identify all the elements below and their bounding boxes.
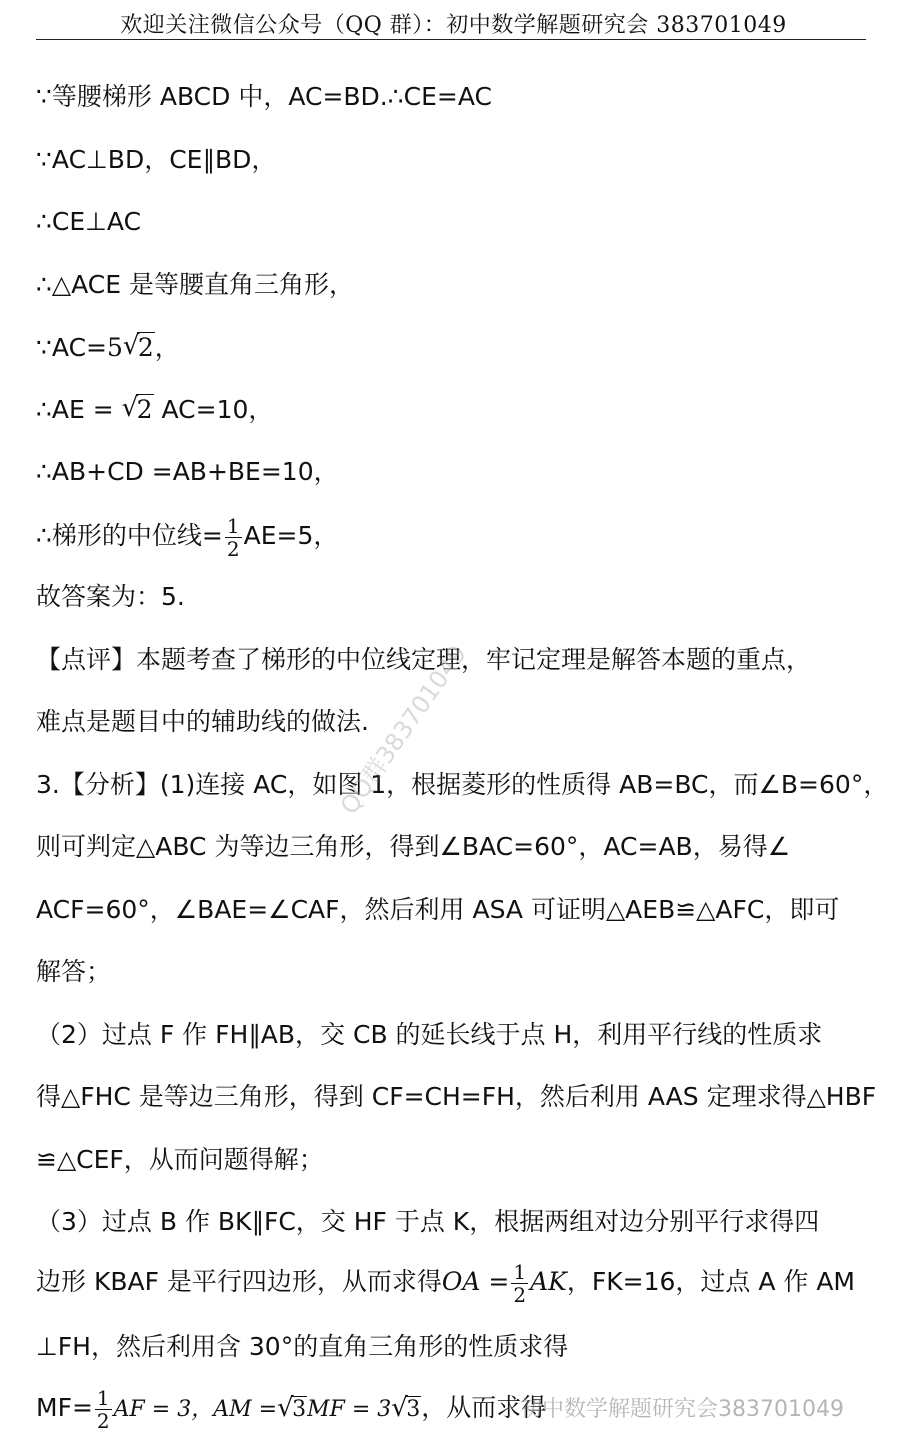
- text-line-12: 3.【分析】(1)连接 AC，如图 1，根据菱形的性质得 AB=BC，而∠B=60°，: [36, 770, 889, 799]
- text-line-4: ∴△ACE 是等腰直角三角形，: [36, 270, 354, 299]
- fraction-one-half: $\frac{1}{2}$: [96, 1385, 110, 1433]
- text-line-22-a: MF=: [36, 1393, 93, 1422]
- text-line-20-a: 边形 KBAF 是平行四边形，从而求得: [36, 1267, 442, 1296]
- sqrt-3: √ 3: [277, 1393, 307, 1423]
- text-line-9: 故答案为：5.: [36, 582, 185, 611]
- fraction-one-half: $\frac{1}{2}$: [513, 1259, 527, 1307]
- text-line-10: 【点评】本题考查了梯形的中位线定理，牢记定理是解答本题的重点，: [36, 645, 812, 674]
- text-line-5-a: ∵AC=: [36, 333, 107, 362]
- text-line-2: ∵AC⊥BD，CE∥BD，: [36, 145, 277, 174]
- text-line-22: [36, 1384, 546, 1434]
- math-oa: OA =: [441, 1267, 510, 1296]
- text-line-21: ⊥FH，然后利用含 30°的直角三角形的性质求得: [36, 1332, 569, 1361]
- header-divider: [36, 39, 866, 40]
- text-line-19: （3）过点 B 作 BK∥FC，交 HF 于点 K，根据两组对边分别平行求得四: [36, 1207, 820, 1236]
- text-line-8-a: ∴梯形的中位线=: [36, 521, 223, 550]
- text-line-1: ∵等腰梯形 ABCD 中，AC=BD.∴CE=AC: [36, 82, 492, 111]
- watermark-text: QQ群383701049: [334, 640, 473, 820]
- text-line-6: [36, 395, 273, 425]
- text-line-5-b: ，: [154, 333, 180, 362]
- wechat-logo-watermark: 初中数学解题研究会383701049: [520, 1397, 844, 1422]
- text-line-16: （2）过点 F 作 FH∥AB，交 CB 的延长线于点 H，利用平行线的性质求: [36, 1020, 823, 1049]
- math-af: AF = 3: [113, 1397, 192, 1422]
- text-line-6-b: AC=10，: [153, 395, 274, 424]
- text-line-17: 得△FHC 是等边三角形，得到 CF=CH=FH，然后利用 AAS 定理求得△HBF: [36, 1082, 877, 1111]
- text-line-11: 难点是题目中的辅助线的做法.: [36, 707, 369, 736]
- text-line-6-a: ∴AE =: [36, 395, 114, 424]
- page-header: 欢迎关注微信公众号（QQ 群）：初中数学解题研究会 383701049: [120, 13, 787, 38]
- math-ak: AK: [530, 1267, 567, 1296]
- text-line-7: ∴AB+CD =AB+BE=10，: [36, 457, 339, 486]
- fraction-one-half: $\frac{1}{2}$: [226, 513, 240, 561]
- coef-5: 5: [106, 333, 123, 362]
- text-line-5: [36, 333, 180, 363]
- sqrt-3: √ 3: [391, 1393, 421, 1423]
- math-mf: MF = 3: [307, 1397, 392, 1422]
- sqrt-2: √ 2: [122, 331, 154, 362]
- text-line-22-b: ，从而求得: [421, 1393, 547, 1422]
- text-line-20: [36, 1258, 855, 1306]
- text-line-13: 则可判定△ABC 为等边三角形，得到∠BAC=60°，AC=AB，易得∠: [36, 832, 791, 861]
- math-am: ，AM =: [191, 1397, 278, 1422]
- text-line-3: ∴CE⊥AC: [36, 207, 142, 236]
- text-line-20-b: ，FK=16，过点 A 作 AM: [566, 1267, 855, 1296]
- text-line-15: 解答；: [36, 957, 112, 986]
- text-line-18: ≌△CEF，从而问题得解；: [36, 1145, 324, 1174]
- text-line-14: ACF=60°，∠BAE=∠CAF，然后利用 ASA 可证明△AEB≌△AFC，即可: [36, 895, 840, 924]
- text-line-8-b: AE=5，: [243, 521, 339, 550]
- text-line-8: [36, 512, 338, 560]
- sqrt-2: √ 2: [121, 393, 153, 424]
